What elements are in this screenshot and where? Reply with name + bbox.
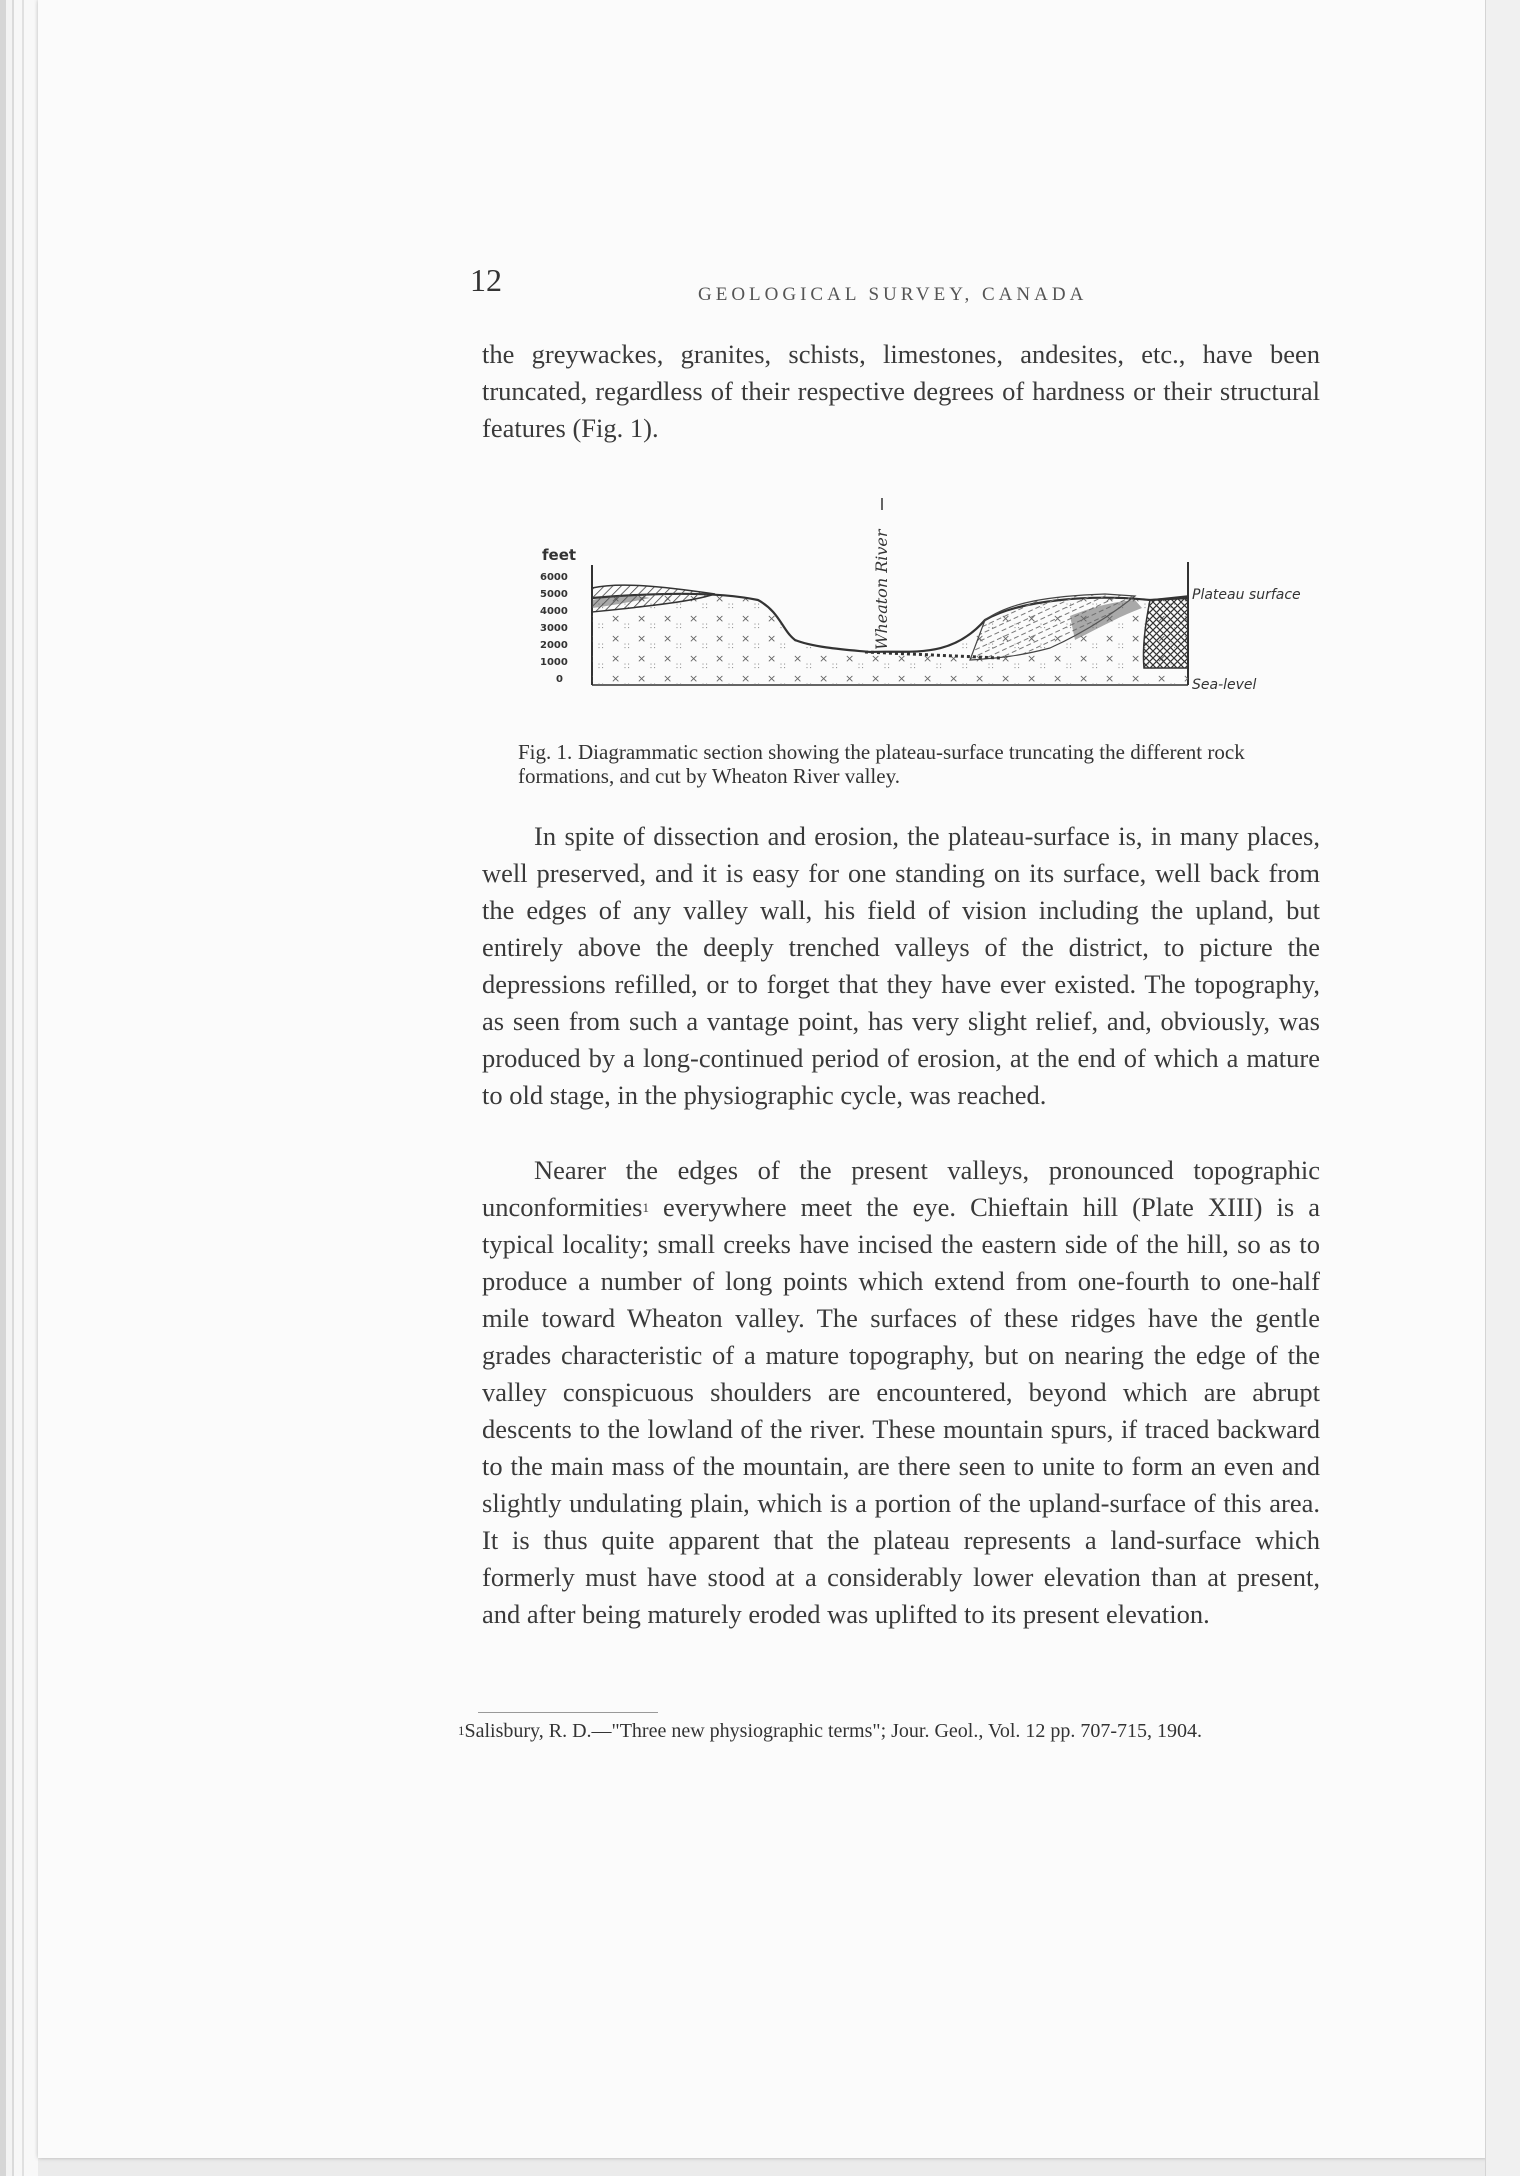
footnote — [458, 1720, 1314, 1742]
paragraph-2 — [482, 1152, 1320, 1633]
y-tick: 4000 — [540, 606, 568, 617]
sea-level-label: Sea-level — [1192, 677, 1257, 693]
scan-margin — [1485, 0, 1520, 2176]
cross-section-figure — [530, 490, 1350, 730]
paragraph-1 — [482, 818, 1320, 1114]
intro-text: the greywackes, granites, schists, limestones, andesites, etc., have been truncated, regardless of their respective degrees of hardness or their structural features (Fig. 1). — [482, 339, 1320, 443]
y-tick: 6000 — [540, 572, 568, 583]
page-number: 12 — [470, 262, 502, 298]
footnote-mark: 1 — [458, 1723, 465, 1738]
paragraph-2-text — [482, 1152, 1320, 1633]
paragraph-1-text: In spite of dissection and erosion, the plateau-surface is, in many places, well preserved, and it is easy for one standing on its surface, well back from the edges of any valley wall, his field of vision including the upland, but entirely above the deeply trenched valleys of the district, to picture the depressions refilled, or to forget that they have ever existed. The topography, as seen from such a vantage point, has very slight relief, and, obviously, was produced by a long-continued period of erosion, at the end of which a mature to old stage, in the physiographic cycle, was reached. — [482, 821, 1320, 1110]
river-label: Wheaton River — [872, 529, 891, 650]
y-axis-label: feet — [542, 546, 577, 564]
figure-caption — [518, 740, 1318, 788]
running-head: GEOLOGICAL SURVEY, CANADA — [698, 284, 1088, 305]
y-tick: 5000 — [540, 589, 568, 600]
paragraph-2-start: Nearer the edges of the present valleys, pronounced topographic unconformities — [482, 1155, 1320, 1222]
y-tick: 3000 — [540, 623, 568, 634]
y-tick: 1000 — [540, 657, 568, 668]
y-tick: 2000 — [540, 640, 568, 651]
figure-caption-text: Diagrammatic section showing the plateau-surface truncating the different rock formations, and cut by Wheaton River valley. — [518, 740, 1245, 788]
paragraph-2-rest: everywhere meet the eye. Chieftain hill (Plate XIII) is a typical locality; small creeks have incised the eastern side of the hill, so as to produce a number of long points which extend from one-fourth to one-half mile toward Wheaton valley. The surfaces of these ridges have the gentle grades characteristic of a mature topography, but on nearing the edge of the valley conspicuous shoulders are encountered, beyond which are abrupt descents to the lowland of the river. These mountain spurs, if traced backward to the main mass of the mountain, are there seen to unite to form an even and slightly undulating plain, which is a portion of the upland-surface of this area. It is thus quite apparent that the plateau represents a land-surface which formerly must have stood at a considerably lower elevation than at present, and after being maturely eroded was uplifted to its present elevation. — [482, 1192, 1320, 1629]
footnote-rule — [478, 1712, 658, 1713]
footnote-text: Salisbury, R. D.—"Three new physiographic terms"; Jour. Geol., Vol. 12 pp. 707-715, 1904. — [464, 1720, 1203, 1742]
figure-caption-label: Fig. 1. — [518, 740, 573, 764]
footnote-reference: 1 — [642, 1200, 649, 1215]
y-axis-ticks — [540, 572, 568, 685]
y-tick: 0 — [556, 674, 563, 685]
plateau-surface-label: Plateau surface — [1192, 587, 1301, 603]
intro-paragraph — [482, 336, 1320, 447]
crosshatched-formation-right — [1143, 596, 1188, 668]
